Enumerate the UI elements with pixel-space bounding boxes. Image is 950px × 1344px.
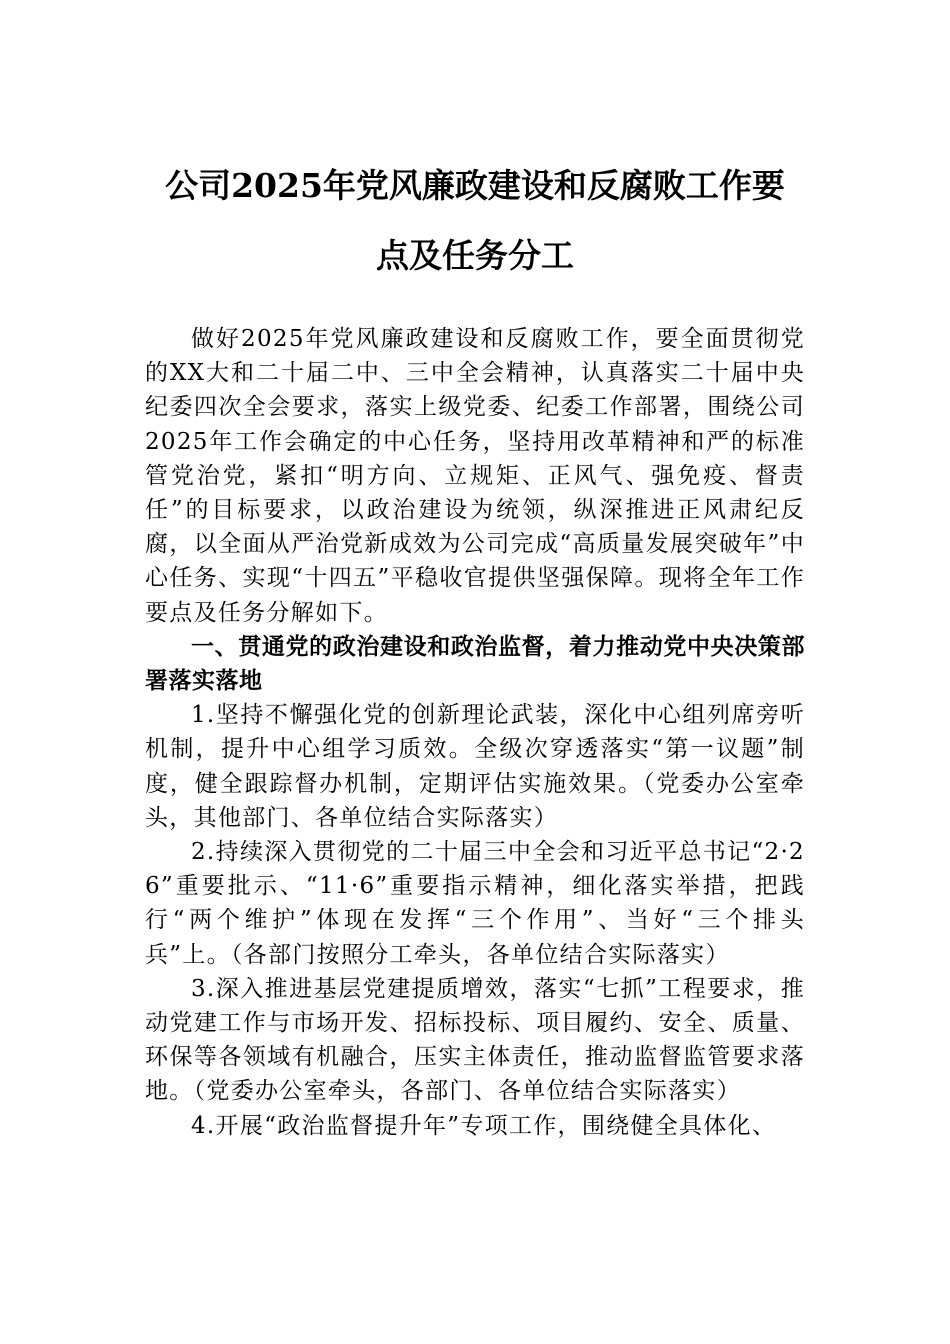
list-item: 1.坚持不懈强化党的创新理论武装，深化中心组列席旁听机制，提升中心组学习质效。全级次穿透落实“第一议题”制度，健全跟踪督办机制，定期评估实施效果。（党委办公室牵头，其他部门、各单位结合实际落实） — [145, 702, 805, 831]
document-title-line-1: 公司2025年党风廉政建设和反腐败工作要 — [165, 166, 785, 205]
list-item: 3.深入推进基层党建提质增效，落实“七抓”工程要求，推动党建工作与市场开发、招标投标、项目履约、安全、质量、环保等各领域有机融合，压实主体责任，推动监督监管要求落地。（党委办公室牵头，各部门、各单位结合实际落实） — [145, 975, 805, 1105]
list-item: 2.持续深入贯彻党的二十届三中全会和习近平总书记“2·26”重要批示、“11·6”重要指示精神，细化落实举措，把践行“两个维护”体现在发挥“三个作用”、当好“三个排头兵”上。（各部门按照分工牵头，各单位结合实际落实） — [145, 839, 805, 968]
document-title-line-2: 点及任务分工 — [376, 236, 574, 275]
section-heading: 一、贯通党的政治建设和政治监督，着力推动党中央决策部署落实落地 — [145, 632, 805, 695]
list-item: 4.开展“政治监督提升年”专项工作，围绕健全具体化、 — [191, 1112, 777, 1139]
document-body — [145, 322, 805, 1143]
intro-paragraph: 做好2025年党风廉政建设和反腐败工作，要全面贯彻党的XX大和二十届二中、三中全会精神，认真落实二十届中央纪委四次全会要求，落实上级党委、纪委工作部署，围绕公司2025年工作会确定的中心任务，坚持用改革精神和严的标准管党治党，紧扣“明方向、立规矩、正风气、强免疫、督责任”的目标要求，以政治建设为统领，纵深推进正风肃纪反腐，以全面从严治党新成效为公司完成“高质量发展突破年”中心任务、实现“十四五”平稳收官提供坚强保障。现将全年工作要点及任务分解如下。 — [145, 326, 805, 626]
